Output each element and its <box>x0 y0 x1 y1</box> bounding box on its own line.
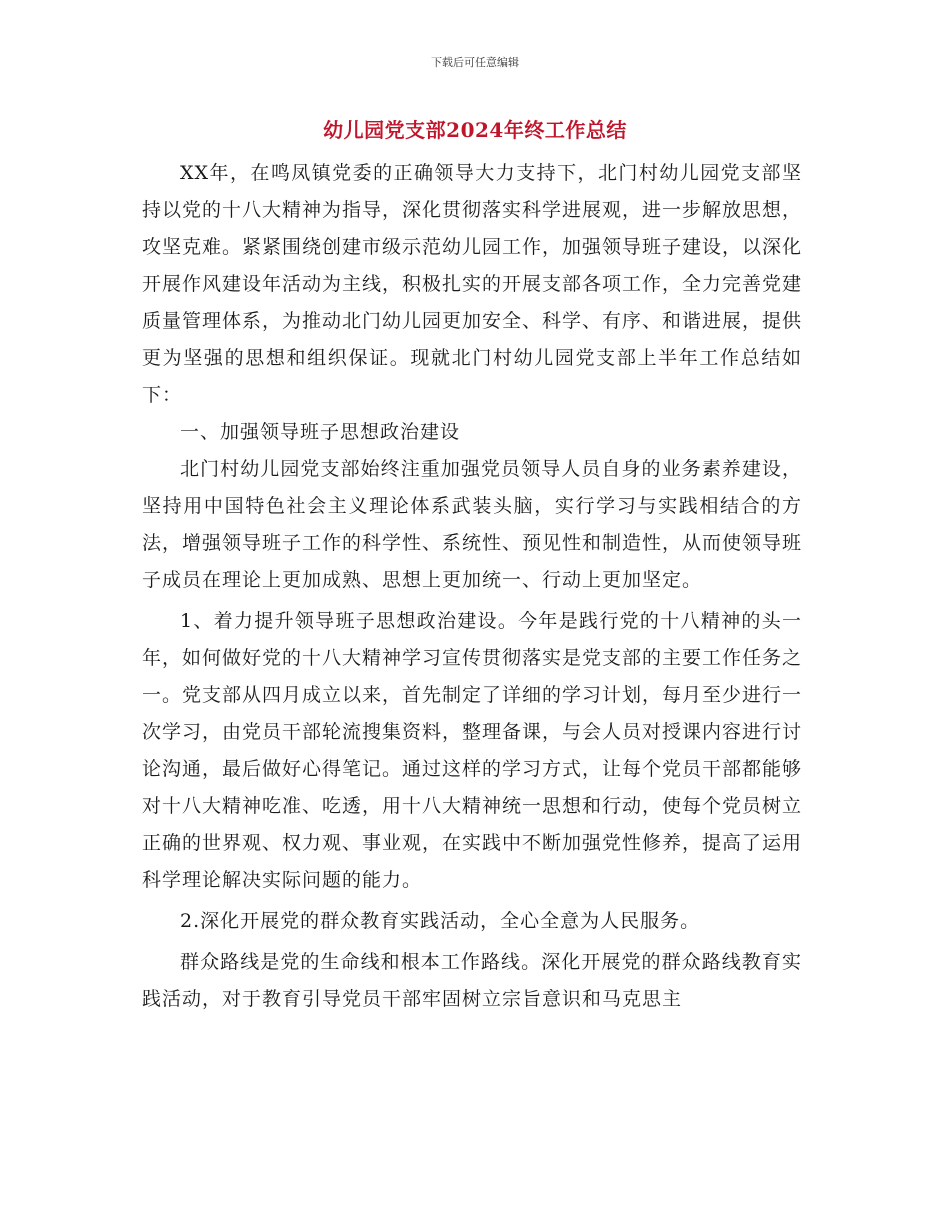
paragraph-item-2-heading: 2.深化开展党的群众教育实践活动，全心全意为人民服务。 <box>180 910 701 932</box>
paragraph-section-1: 北门村幼儿园党支部始终注重加强党员领导人员自身的业务素养建设，坚持用中国特色社会主义理论体系武装头脑，实行学习与实践相结合的方法，增强领导班子工作的科学性、系统性、预见性和制造性，从而使领导班子成员在理论上更加成熟、思想上更加统一、行动上更加坚定。 <box>142 458 803 591</box>
section-heading-1: 一、加强领导班子思想政治建设 <box>180 421 461 443</box>
document-title: 幼儿园党支部2024年终工作总结 <box>323 118 627 142</box>
header-note: 下载后可任意编辑 <box>431 56 519 69</box>
paragraph-item-1: 1、着力提升领导班子思想政治建设。今年是践行党的十八精神的头一年，如何做好党的十八大精神学习宣传贯彻落实是党支部的主要工作任务之一。党支部从四月成立以来，首先制定了详细的学习计划，每月至少进行一次学习，由党员干部轮流搜集资料，整理备课，与会人员对授课内容进行讨论沟通，最后做好心得笔记。通过这样的学习方式，让每个党员干部都能够对十八大精神吃准、吃透，用十八大精神统一思想和行动，使每个党员树立正确的世界观、权力观、事业观，在实践中不断加强党性修养，提高了运用科学理论解决实际问题的能力。 <box>142 610 803 891</box>
document-body <box>142 155 802 1018</box>
paragraph-item-2: 群众路线是党的生命线和根本工作路线。深化开展党的群众路线教育实践活动，对于教育引导党员干部牢固树立宗旨意识和马克思主 <box>142 951 802 1010</box>
paragraph-intro: XX年，在鸣凤镇党委的正确领导大力支持下，北门村幼儿园党支部坚持以党的十八大精神为指导，深化贯彻落实科学进展观，进一步解放思想，攻坚克难。紧紧围绕创建市级示范幼儿园工作，加强领导班子建设，以深化开展作风建设年活动为主线，积极扎实的开展支部各项工作，全力完善党建质量管理体系，为推动北门幼儿园更加安全、科学、有序、和谐进展，提供更为坚强的思想和组织保证。现就北门村幼儿园党支部上半年工作总结如下： <box>142 162 803 406</box>
